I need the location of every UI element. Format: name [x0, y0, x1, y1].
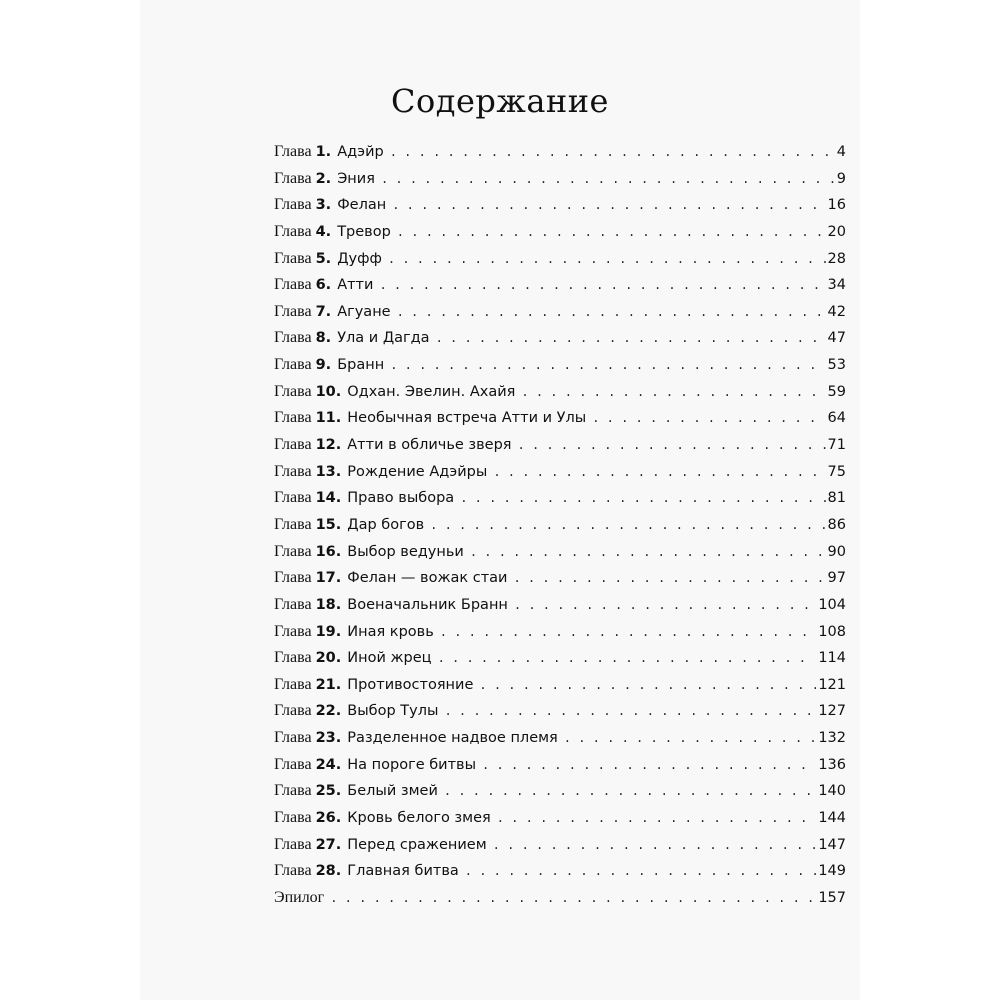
toc-entry [274, 325, 846, 352]
toc-entry-number: 6. [315, 277, 332, 294]
toc-entry-page-number: 59 [827, 383, 846, 400]
toc-dot-leader [430, 512, 825, 539]
toc-entry-page-number: 147 [818, 836, 846, 853]
toc-dot-leader [390, 139, 835, 166]
toc-dot-leader [444, 778, 816, 805]
book-page [140, 0, 860, 1000]
toc-entry-number: 17. [315, 570, 342, 587]
toc-entry-prefix: Глава [274, 542, 312, 560]
toc-entry-prefix: Глава [274, 702, 312, 720]
toc-entry-number: 5. [315, 250, 332, 267]
toc-entry-number: 9. [315, 357, 332, 374]
toc-entry-number: 7. [315, 303, 332, 320]
toc-entry-title: Перед сражением [347, 836, 487, 853]
toc-entry [274, 539, 846, 566]
toc-entry-prefix: Глава [274, 729, 312, 747]
toc-entry-title: Одхан. Эвелин. Ахайя [347, 383, 516, 400]
toc-entry [274, 219, 846, 246]
toc-entry [274, 459, 846, 486]
toc-entry-title: На пороге битвы [347, 756, 477, 773]
toc-entry-title: Бранн [337, 357, 385, 374]
toc-entry-number: 12. [315, 437, 342, 454]
toc-entry-number: 22. [315, 703, 342, 720]
toc-entry-title: Дуфф [337, 250, 382, 267]
toc-entry-prefix: Глава [274, 222, 312, 240]
toc-entry-page-number: 157 [818, 889, 846, 906]
toc-entry-page-number: 71 [827, 437, 846, 454]
toc-entry-title: Кровь белого змея [347, 810, 491, 827]
toc-entry-page-number: 28 [827, 250, 846, 267]
toc-entry-title: Эния [337, 170, 375, 187]
toc-dot-leader [470, 539, 826, 566]
toc-dot-leader [444, 698, 816, 725]
toc-dot-leader [436, 325, 826, 352]
toc-entry-number: 18. [315, 596, 342, 613]
toc-entry-number: 3. [315, 197, 332, 214]
toc-entry [274, 246, 846, 273]
toc-entry-number: 21. [315, 676, 342, 693]
toc-entry-prefix: Глава [274, 382, 312, 400]
toc-entry-page-number: 86 [827, 516, 846, 533]
toc-entry-page-number: 53 [827, 357, 846, 374]
toc-entry-number: 1. [315, 144, 332, 160]
toc-entry-number: 16. [315, 543, 342, 560]
toc-entry-title: Иная кровь [347, 623, 434, 640]
toc-entry-number: 10. [315, 383, 342, 400]
toc-entry-number: 2. [315, 170, 332, 187]
toc-dot-leader [438, 645, 817, 672]
toc-entry [274, 725, 846, 752]
toc-entry-prefix: Глава [274, 409, 312, 427]
toc-dot-leader [379, 272, 825, 299]
toc-entry-prefix: Глава [274, 675, 312, 693]
toc-entry [274, 485, 846, 512]
toc-entry-page-number: 136 [818, 756, 846, 773]
toc-entry-title: Тревор [337, 223, 391, 240]
toc-entry-title: Ула и Дагда [337, 330, 430, 347]
toc-entry-page-number: 114 [818, 650, 846, 667]
toc-entry-page-number: 127 [818, 703, 846, 720]
toc-entry-number: 20. [315, 650, 342, 667]
toc-dot-leader [460, 485, 825, 512]
toc-entry-page-number: 81 [827, 490, 846, 507]
toc-entry-page-number: 34 [827, 277, 846, 294]
toc-entry-title: Право выбора [347, 490, 455, 507]
toc-entry-prefix: Глава [274, 622, 312, 640]
toc-entry-prefix: Глава [274, 489, 312, 507]
toc-entry-prefix: Глава [274, 196, 312, 214]
toc-entry-title: Иной жрец [347, 650, 432, 667]
toc-entry [274, 698, 846, 725]
toc-entry [274, 139, 846, 166]
toc-entry-number: 8. [315, 330, 332, 347]
toc-entry-prefix: Глава [274, 169, 312, 187]
toc-entry-page-number: 16 [827, 197, 846, 214]
toc-dot-leader [493, 832, 817, 859]
toc-entry-page-number: 9 [836, 170, 846, 187]
toc-entry [274, 299, 846, 326]
toc-entry [274, 432, 846, 459]
toc-entry-title: Белый змей [347, 783, 438, 800]
toc-entry-number: 23. [315, 730, 342, 747]
toc-entry-page-number: 47 [827, 330, 846, 347]
toc-entry-title: Рождение Адэйры [347, 463, 488, 480]
toc-entry-page-number: 108 [818, 623, 846, 640]
toc-entry-page-number: 132 [818, 730, 846, 747]
toc-entry-prefix: Глава [274, 462, 312, 480]
toc-entry-prefix: Глава [274, 782, 312, 800]
toc-entry-number: 11. [315, 410, 342, 427]
toc-entry-prefix: Глава [274, 569, 312, 587]
toc-entry-prefix: Глава [274, 835, 312, 853]
toc-entry [274, 352, 846, 379]
page-title: Содержание [391, 82, 609, 120]
toc-dot-leader [518, 432, 826, 459]
toc-entry [274, 778, 846, 805]
toc-entry [274, 512, 846, 539]
toc-entry-title: Агуане [337, 303, 391, 320]
toc-entry-prefix: Глава [274, 356, 312, 374]
toc-entry-title: Выбор ведуньи [347, 543, 464, 560]
toc-entry-page-number: 121 [818, 676, 846, 693]
toc-entry-prefix: Глава [274, 276, 312, 294]
toc-entry-page-number: 75 [827, 463, 846, 480]
toc-dot-leader [497, 805, 817, 832]
toc-dot-leader [493, 459, 825, 486]
toc-entry-prefix: Эпилог [274, 888, 325, 906]
toc-entry [274, 645, 846, 672]
toc-entry [274, 672, 846, 699]
toc-dot-leader [592, 405, 825, 432]
toc-entry [274, 592, 846, 619]
toc-entry [274, 832, 846, 859]
toc-entry-number: 25. [315, 783, 342, 800]
toc-entry-prefix: Глава [274, 809, 312, 827]
toc-entry-prefix: Глава [274, 649, 312, 667]
toc-entry [274, 166, 846, 193]
toc-entry-page-number: 140 [818, 783, 846, 800]
toc-entry-page-number: 97 [827, 570, 846, 587]
toc-dot-leader [330, 885, 816, 912]
toc-entry [274, 752, 846, 779]
toc-entry-title: Атти в обличье зверя [347, 437, 512, 454]
toc-dot-leader [381, 166, 835, 193]
toc-entry-number: 28. [315, 863, 342, 880]
toc-entry [274, 272, 846, 299]
toc-entry-prefix: Глава [274, 329, 312, 347]
toc-entry-title: Военачальник Бранн [347, 596, 508, 613]
toc-entry-prefix: Глава [274, 862, 312, 880]
toc-entry [274, 192, 846, 219]
toc-entry-number: 24. [315, 756, 342, 773]
toc-entry-title: Противостояние [347, 676, 474, 693]
toc-dot-leader [465, 858, 817, 885]
toc-dot-leader [392, 192, 825, 219]
toc-entry-title: Фелан — вожак стаи [347, 570, 508, 587]
toc-entry-title: Необычная встреча Атти и Улы [347, 410, 587, 427]
toc-dot-leader [440, 619, 817, 646]
toc-entry-number: 26. [315, 810, 342, 827]
toc-entry-prefix: Глава [274, 436, 312, 454]
toc-entry [274, 805, 846, 832]
toc-entry-prefix: Глава [274, 249, 312, 267]
toc-entry-title: Главная битва [347, 863, 459, 880]
toc-entry-number: 4. [315, 223, 332, 240]
toc-dot-leader [479, 672, 816, 699]
toc-entry-title: Выбор Тулы [347, 703, 439, 720]
toc-entry-page-number: 104 [818, 596, 846, 613]
table-of-contents [274, 139, 846, 912]
toc-entry-title: Разделенное надвое племя [347, 730, 558, 747]
toc-entry-number: 19. [315, 623, 342, 640]
toc-entry [274, 405, 846, 432]
toc-entry-prefix: Глава [274, 515, 312, 533]
toc-entry-page-number: 64 [827, 410, 846, 427]
toc-entry [274, 858, 846, 885]
toc-dot-leader [564, 725, 817, 752]
toc-entry-number: 14. [315, 490, 342, 507]
toc-dot-leader [397, 219, 826, 246]
toc-entry [274, 619, 846, 646]
toc-entry-title: Фелан [337, 197, 387, 214]
toc-entry-prefix: Глава [274, 755, 312, 773]
toc-dot-leader [521, 379, 825, 406]
toc-dot-leader [388, 246, 826, 273]
toc-entry-prefix: Глава [274, 595, 312, 613]
toc-entry-page-number: 149 [818, 863, 846, 880]
toc-entry [274, 885, 846, 912]
toc-entry-page-number: 42 [827, 303, 846, 320]
toc-entry-number: 27. [315, 836, 342, 853]
toc-entry-page-number: 20 [827, 223, 846, 240]
toc-entry-page-number: 90 [827, 543, 846, 560]
toc-entry-number: 15. [315, 516, 342, 533]
toc-entry-title: Адэйр [337, 144, 384, 160]
toc-entry-page-number: 4 [836, 144, 846, 160]
toc-dot-leader [397, 299, 826, 326]
toc-dot-leader [513, 565, 825, 592]
toc-entry-page-number: 144 [818, 810, 846, 827]
toc-entry [274, 379, 846, 406]
toc-entry-prefix: Глава [274, 143, 312, 160]
toc-entry-prefix: Глава [274, 302, 312, 320]
toc-dot-leader [390, 352, 825, 379]
toc-entry-title: Дар богов [347, 516, 425, 533]
toc-entry-title: Атти [337, 277, 374, 294]
toc-dot-leader [514, 592, 816, 619]
toc-dot-leader [482, 752, 816, 779]
toc-entry [274, 565, 846, 592]
toc-entry-number: 13. [315, 463, 342, 480]
